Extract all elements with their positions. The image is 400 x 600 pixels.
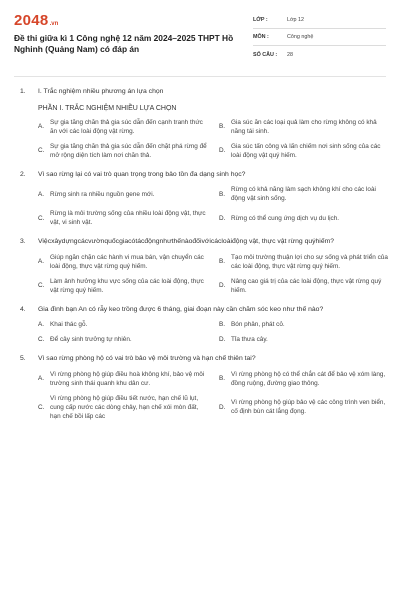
option-a[interactable] <box>38 253 207 271</box>
question-text: I. Trắc nghiệm nhiều phương án lựa chọn <box>38 88 164 95</box>
meta-value: Công nghệ <box>286 34 314 40</box>
option-text: Vì rừng phòng hộ giúp điều hoà không khí, bảo vệ môi trường sinh thái quanh khu dân cư. <box>50 370 205 387</box>
option-letter: A. <box>38 258 45 265</box>
meta-row-class <box>253 12 386 29</box>
option-text: Vì rừng phòng hộ giúp bảo vệ các công trình ven biển, cố định bùn cát lắng đọng. <box>231 399 386 415</box>
options <box>38 320 388 344</box>
option-text: Rừng sinh ra nhiều nguồn gene mới. <box>50 190 155 198</box>
question-text: Vì sao rừng lại có vai trò quan trọng trong bảo tồn đa dạng sinh học? <box>38 170 246 178</box>
option-letter: C. <box>38 282 45 289</box>
option-text: Sự gia tăng chăn thả gia súc dẫn đến cạnh tranh thức ăn với các loài động vật rừng. <box>50 118 203 135</box>
meta-value: 28 <box>286 51 293 58</box>
option-c[interactable] <box>38 209 207 227</box>
option-d[interactable] <box>219 209 388 227</box>
option-text: Làm ảnh hưởng khu vực sống của các loài động, thực vật rừng quý hiếm. <box>50 277 204 294</box>
header-left <box>14 12 239 70</box>
option-d[interactable] <box>219 335 388 344</box>
option-letter: D. <box>219 403 226 411</box>
option-text: Rừng có thể cung ứng dịch vụ du lịch. <box>231 214 340 222</box>
logo-text: 2048 <box>14 12 49 29</box>
option-letter: C. <box>38 403 45 411</box>
options <box>38 185 388 227</box>
question-3 <box>20 237 400 295</box>
option-c[interactable] <box>38 335 207 344</box>
question-number: 1. <box>20 88 26 95</box>
option-letter: B. <box>219 375 226 382</box>
question-text: Vì sao rừng phòng hộ có vai trò bảo vệ môi trường và hạn chế thiên tai? <box>38 355 256 362</box>
option-text: Sự gia tăng chăn thả gia súc dẫn đến chặt phá rừng để mở rộng diện tích làm nơi chăn thả. <box>50 142 207 159</box>
document-meta <box>253 12 386 70</box>
option-letter: D. <box>219 214 226 222</box>
site-logo[interactable] <box>14 12 239 29</box>
option-letter: D. <box>219 147 226 154</box>
option-text: Gia súc ăn các loại quả làm cho rừng không có khả năng tái sinh. <box>231 118 377 135</box>
option-b[interactable] <box>219 185 388 203</box>
logo-suffix: .vn <box>49 21 59 27</box>
option-letter: C. <box>38 336 45 343</box>
option-b[interactable] <box>219 320 388 329</box>
option-text: Tỉa thưa cây. <box>231 336 268 343</box>
option-d[interactable] <box>219 142 388 160</box>
option-a[interactable] <box>38 370 207 388</box>
option-c[interactable] <box>38 394 207 421</box>
option-a[interactable] <box>38 118 207 136</box>
header <box>0 0 400 70</box>
section-title: PHẦN I. TRẮC NGHIỆM NHIỀU LỰA CHỌN <box>38 104 177 112</box>
option-text: Để cây sinh trưởng tự nhiên. <box>50 336 132 343</box>
option-a[interactable] <box>38 320 207 329</box>
option-d[interactable] <box>219 277 388 295</box>
question-5 <box>20 354 400 421</box>
option-letter: A. <box>38 190 45 198</box>
question-text: Gia đình bạn An có rẫy keo trồng được 6 tháng, giai đoạn này cần chăm sóc keo như thế nào? <box>38 305 324 313</box>
option-letter: C. <box>38 147 45 154</box>
question-number: 3. <box>20 238 26 245</box>
option-letter: B. <box>219 258 226 265</box>
options <box>38 370 388 421</box>
option-text: Vì rừng phòng hộ có thể chắn cát để bảo vệ xóm làng, đồng ruộng, đường giao thông. <box>231 370 386 387</box>
option-text: Rừng có khả năng làm sạch không khí cho các loài động vật sinh sống. <box>231 186 376 202</box>
option-text: Vì rừng phòng hộ giúp điều tiết nước, hạn chế lũ lụt, cung cấp nước các dòng chảy, hạn chế xói mòn đất, hạn chế bồi lấp các <box>50 394 199 420</box>
option-c[interactable] <box>38 142 207 160</box>
option-b[interactable] <box>219 370 388 388</box>
option-c[interactable] <box>38 277 207 295</box>
meta-label: SỐ CÂU : <box>252 51 278 58</box>
options <box>38 118 388 160</box>
option-text: Khai thác gỗ. <box>50 321 88 328</box>
option-b[interactable] <box>219 118 388 136</box>
option-letter: B. <box>219 190 226 198</box>
meta-row-subject <box>253 29 386 46</box>
meta-value: Lớp 12 <box>286 17 304 23</box>
question-list <box>0 77 400 421</box>
option-text: Nâng cao giá trị của các loài động, thực vật rừng quý hiếm. <box>231 277 382 294</box>
option-text: Tạo môi trường thuận lợi cho sự sống và phát triển của các loài động, thực vật rừng quý hiếm. <box>231 253 388 270</box>
question-1 <box>20 87 400 160</box>
option-letter: B. <box>219 321 226 328</box>
option-text: Bón phân, phát cỏ. <box>231 321 285 328</box>
option-letter: B. <box>219 123 226 130</box>
option-letter: A. <box>38 321 45 328</box>
document-title: Đề thi giữa kì 1 Công nghệ 12 năm 2024–2025 THPT Hồ Nghinh (Quảng Nam) có đáp án <box>14 33 234 54</box>
option-a[interactable] <box>38 185 207 203</box>
meta-label: MÔN : <box>252 34 269 40</box>
option-letter: D. <box>219 336 226 343</box>
question-number: 2. <box>20 170 26 178</box>
option-text: Gia súc tấn công và lấn chiếm nơi sinh sống của các loài động vật quý hiếm. <box>231 142 381 159</box>
options <box>38 253 388 295</box>
option-text: Giúp ngăn chặn các hành vi mua bán, vận chuyển các loài động, thực vật rừng quý hiếm. <box>50 253 204 270</box>
meta-row-count <box>253 46 386 63</box>
option-text: Rừng là môi trường sống của nhiều loài động vật, thực vật, vi sinh vật. <box>50 210 206 226</box>
question-number: 4. <box>20 305 26 313</box>
question-2 <box>20 170 400 228</box>
meta-label: LỚP : <box>252 17 268 23</box>
option-b[interactable] <box>219 253 388 271</box>
option-letter: A. <box>38 123 45 130</box>
question-4 <box>20 305 400 345</box>
question-number: 5. <box>20 355 26 362</box>
question-text: Việcxâydựngcácvườnquốcgiacótácđộngnhưthếnàođốivớicácloàiđộng vật, thực vật rừng quýhiếm? <box>38 238 335 245</box>
option-letter: D. <box>219 282 226 289</box>
option-letter: A. <box>38 375 45 382</box>
option-letter: C. <box>38 214 45 222</box>
option-d[interactable] <box>219 394 388 421</box>
